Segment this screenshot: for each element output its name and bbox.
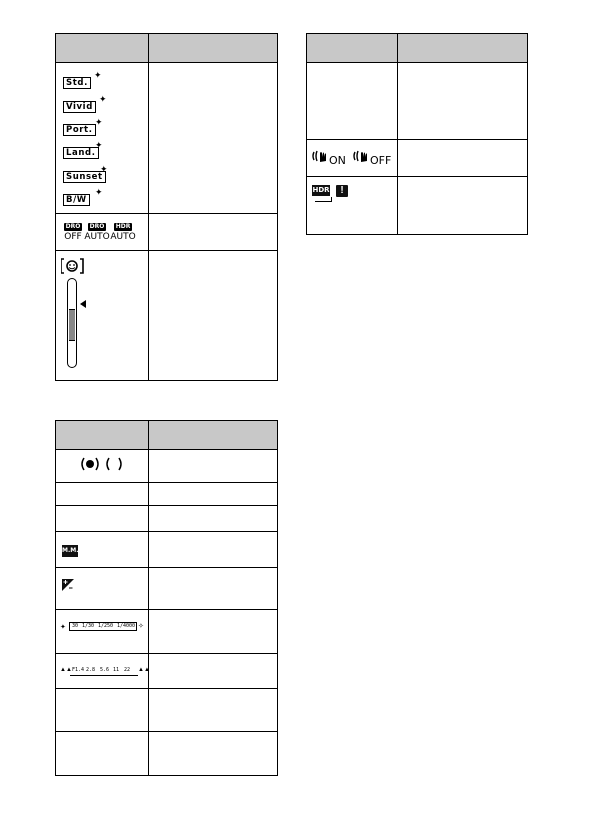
aperture-tick: 11 [113,667,120,673]
aperture-tick: 5.6 [100,667,110,673]
dro-off-icon: DRO OFF [64,223,82,242]
row-divider [56,482,277,483]
column-divider [397,34,398,234]
row-divider [56,250,277,251]
dro-auto-icon: DRO AUTO [84,223,110,242]
creative-style-vivid: Vivid [63,101,96,113]
warning-icon: ! [336,185,348,197]
sparkle-icon: ✦ [100,164,108,174]
table-header [307,34,527,63]
table-creative-style [55,33,278,381]
column-divider [148,421,149,775]
column-divider [148,34,149,380]
steadyshot-off-icon: OFF [353,148,395,168]
row-divider [56,567,277,568]
creative-style-sunset: Sunset [63,171,106,183]
aperture-scale [60,666,150,678]
aperture-tick: F1.4 [72,667,85,673]
smile-meter-indicator-icon [80,300,86,308]
sparkle-icon: ✦ [99,94,107,104]
sparkle-icon: ✦ [95,140,103,150]
fast-shutter-icon: ✧ [138,623,144,630]
row-divider [56,731,277,732]
shutter-tick: 30 [72,623,79,629]
table-header [56,421,277,450]
sparkle-icon: ✦ [94,70,102,80]
smile-meter-bar [67,278,77,368]
center-metering-icon [104,456,124,472]
sparkle-icon: ✦ [95,117,103,127]
creative-style-std: Std. [63,77,91,89]
hdr-auto-icon: HDR AUTO [110,223,136,242]
slow-shutter-icon: ✦ [60,624,66,631]
row-divider [307,176,527,177]
steadyshot-on-icon: ON [312,148,350,168]
row-divider [56,688,277,689]
table-metering [55,420,278,776]
row-divider [307,139,527,140]
row-divider [56,609,277,610]
creative-style-port: Port. [63,124,96,136]
table-steadyshot [306,33,528,235]
row-divider [56,531,277,532]
aperture-tick: 2.8 [86,667,96,673]
aperture-tick: 22 [124,667,131,673]
spot-metering-icon [80,456,100,472]
manual-metering-icon: M.M. [62,545,78,557]
sparkle-icon: ✦ [95,187,103,197]
shutter-tick: 1/4000 [117,623,136,629]
shutter-tick: 1/250 [98,623,114,629]
exposure-compensation-icon [62,579,74,591]
shutter-tick: 1/30 [82,623,95,629]
steadyshot-icon [312,148,330,164]
row-divider [56,213,277,214]
narrow-aperture-icon: ▲▲ [138,667,150,673]
steadyshot-icon [353,148,371,164]
row-divider [56,653,277,654]
row-divider [56,505,277,506]
table-header [56,34,277,63]
wide-aperture-icon: ▲▲ [60,667,72,673]
hdr-icon: HDR [312,185,334,203]
creative-style-land: Land. [63,147,99,159]
shutter-speed-scale [60,622,144,634]
creative-style-bw: B/W [63,194,90,206]
